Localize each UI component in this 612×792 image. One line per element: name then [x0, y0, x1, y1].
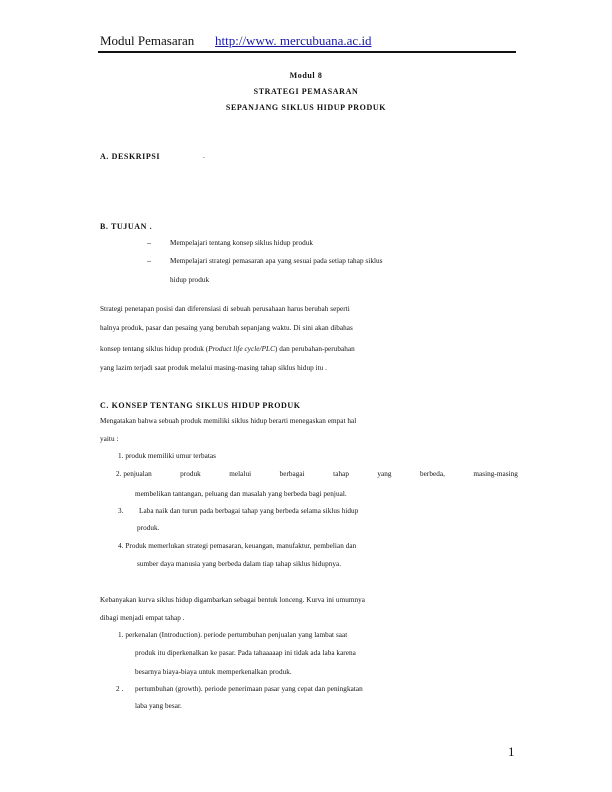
page-number: 1 — [508, 744, 515, 759]
concept-item-3: Laba naik dan turun pada berbagai tahap yang berbeda selama siklus hidup — [139, 507, 359, 515]
stage-1-line-1: 1. perkenalan (Introduction). periode pertumbuhan penjualan yang lambat saat — [118, 631, 348, 639]
concept-item-2-word: berbagai — [279, 470, 305, 478]
concept-item-2-cont: membelikan tantangan, peluang dan masalah yang berbeda bagi penjual. — [135, 490, 347, 498]
objective-item-2-cont: hidup produk — [170, 276, 210, 284]
paragraph-b-line-3-end: ) dan perubahan-perubahan — [274, 345, 355, 353]
concept-item-2 — [116, 470, 518, 478]
module-number: Modul 8 — [289, 71, 323, 80]
header-divider — [98, 51, 516, 53]
concept-item-3-number: 3. — [118, 507, 124, 515]
paragraph-b-line-1: Strategi penetapan posisi dan diferensiasi di sebuah perusahaan harus berubah seperti — [100, 305, 350, 313]
stage-2-number: 2 . — [116, 685, 124, 693]
title-line-1: STRATEGI PEMASARAN — [253, 87, 359, 96]
bullet-dash-1: – — [147, 238, 151, 247]
stage-2-line-1: pertumbuhan (growth). periode penerimaan pasar yang cepat dan peningkatan — [135, 685, 363, 693]
paragraph-b-line-3 — [100, 345, 355, 353]
plc-term: Product life cycle/PLC — [208, 345, 275, 353]
stage-1-line-3: besarnya biaya-biaya untuk memperkenalkan produk. — [135, 668, 292, 676]
stage-2-line-2: laba yang besar. — [135, 702, 182, 710]
stage-1-line-2: produk itu diperkenalkan ke pasar. Pada tahaaaaap ini tidak ada laba karena — [135, 649, 356, 657]
concept-item-2-word: masing-masing — [473, 470, 518, 478]
concept-item-2-word: melalui — [229, 470, 252, 478]
paragraph-b-line-3-start: konsep tentang siklus hidup produk ( — [100, 345, 209, 353]
section-b-heading: B. TUJUAN . — [100, 222, 153, 231]
title-line-2: SEPANJANG SIKLUS HIDUP PRODUK — [225, 103, 387, 112]
concept-item-2-word: 2. penjualan — [116, 470, 152, 478]
concept-item-2-word: produk — [180, 470, 201, 478]
header-url-link[interactable]: http://www. mercubuana.ac.id — [215, 33, 372, 48]
paragraph-c-line-1: Kebanyakan kurva siklus hidup digambarkan sebagai bentuk lonceng. Kurva ini umumnya — [100, 596, 366, 604]
concept-item-2-word: berbeda, — [420, 470, 445, 478]
objective-item-2: Mempelajari strategi pemasaran apa yang sesuai pada setiap tahap siklus — [170, 257, 383, 265]
bullet-dash-2: – — [147, 256, 151, 265]
section-c-intro-line-1: Mengatakan bahwa sebuah produk memiliki siklus hidup berarti menegaskan empat hal — [100, 417, 357, 425]
concept-item-2-word: tahap — [333, 470, 349, 478]
section-a-heading: A. DESKRIPSI — [100, 152, 161, 161]
paragraph-b-line-2: halnya produk, pasar dan pesaing yang berubah sepanjang waktu. Di sini akan dibahas — [100, 324, 353, 332]
paragraph-b-line-4: yang lazim terjadi saat produk melalui masing-masing tahap siklus hidup itu . — [100, 364, 328, 372]
concept-item-4-cont: sumber daya manusia yang berbeda dalam tiap tahap siklus hidupnya. — [137, 560, 342, 568]
section-c-heading: C. KONSEP TENTANG SIKLUS HIDUP PRODUK — [100, 401, 301, 410]
section-a-dot: . — [203, 152, 205, 160]
header-module-name: Modul Pemasaran — [100, 33, 195, 48]
paragraph-c-line-2: dibagi menjadi empat tahap . — [100, 614, 185, 622]
concept-item-1: 1. produk memiliki umur terbatas — [118, 452, 217, 460]
objective-item-1: Mempelajari tentang konsep siklus hidup produk — [170, 239, 314, 247]
section-c-intro-line-2: yaitu : — [100, 435, 119, 443]
concept-item-4: 4. Produk memerlukan strategi pemasaran, keuangan, manufaktur, pembelian dan — [118, 542, 357, 550]
concept-item-2-word: yang — [377, 470, 392, 478]
concept-item-3-cont: produk. — [137, 524, 160, 532]
